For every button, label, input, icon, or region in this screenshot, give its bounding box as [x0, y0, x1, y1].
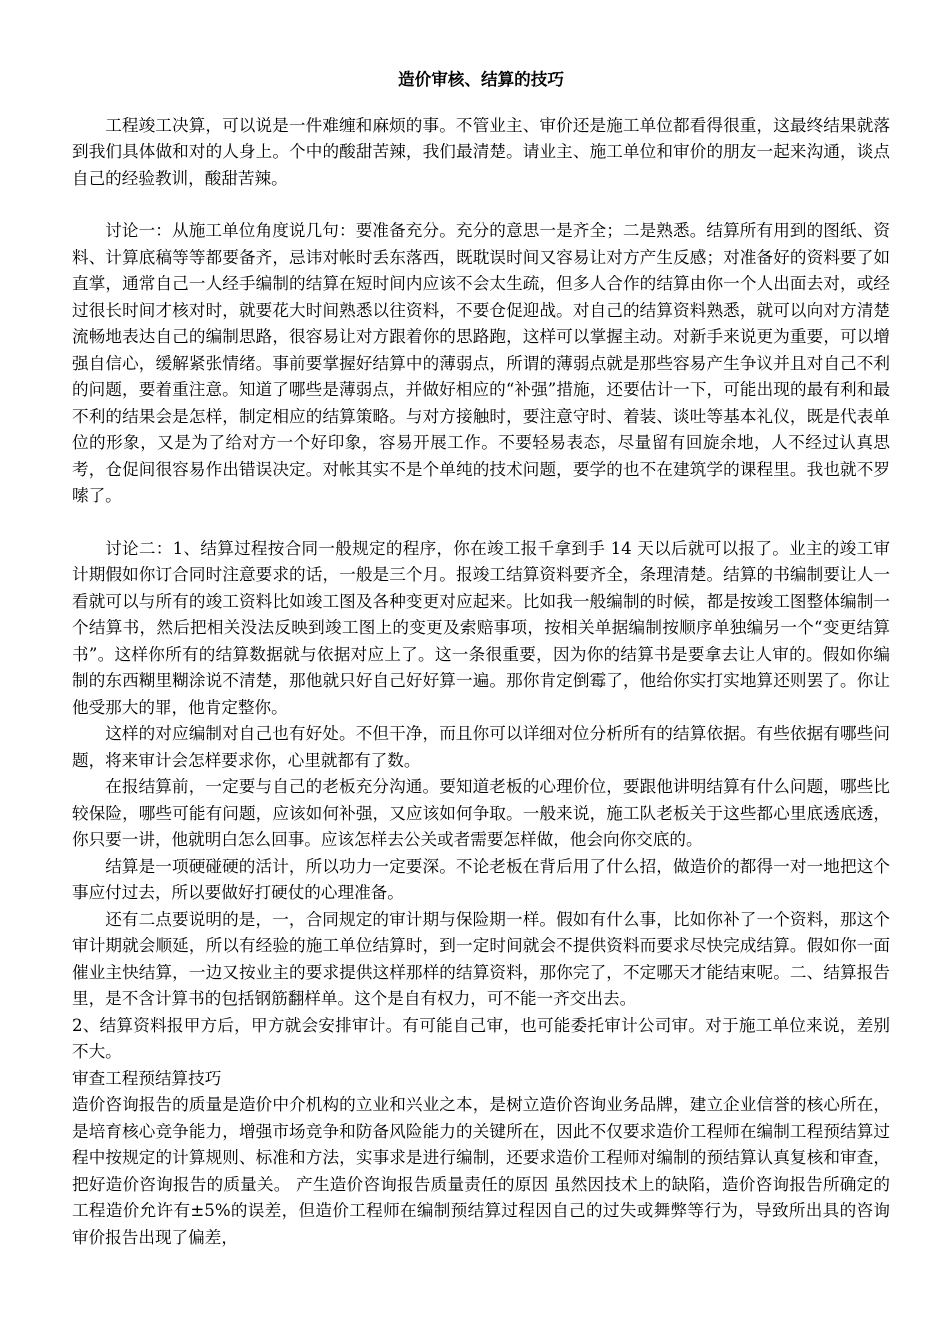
discussion-two-paragraph: 讨论二：1、结算过程按合同一般规定的程序，你在竣工报千拿到手 14 天以后就可以报了。业主的竣工审计期假如你订合同时注意要求的话，一般是三个月。报竣工结算资料要齐全，条理清楚。结算的书编制要让人一看就可以与所有的竣工资料比如竣工图及各种变更对应起来。比如我一般编制的时候，都是按竣工图整体编制一个结算书，然后把相关没法反映到竣工图上的变更及索赔事项，按相关单据编制按顺序单独编另一个“变更结算书”。这样你所有的结算数据就与依据对应上了。这一条很重要，因为你的结算书是要拿去让人审的。假如你编制的东西糊里糊涂说不清楚，那他就只好自己好好算一遍。那你肯定倒霉了，他给你实打实地算还则罢了。你让他受那大的罪，他肯定整你。: [72, 538, 890, 717]
body-paragraph: 造价咨询报告的质量是造价中介机构的立业和兴业之本，是树立造价咨询业务品牌，建立企业信誉的核心所在，是培育核心竞争能力，增强市场竞争和防备风险能力的关键所在，因此不仅要求造价工程师在编制工程预结算过程中按规定的计算规则、标准和方法，实事求是进行编制，还要求造价工程师对编制的预结算认真复核和审查，把好造价咨询报告的质量关。 产生造价咨询报告质量责任的原因 虽然因技术上的缺陷，造价咨询报告所确定的工程造价允许有±5%的误差，但造价工程师在编制预结算过程因自己的过失或舞弊等行为，导致所出具的咨询审价报告出现了偏差，: [72, 1095, 890, 1247]
discussion-one-paragraph: 讨论一：从施工单位角度说几句：要准备充分。充分的意思一是齐全；二是熟悉。结算所有用到的图纸、资料、计算底稿等等都要备齐，忌讳对帐时丢东落西，既耽误时间又容易让对方产生反感；对准备好的资料要了如直掌，通常自己一人经手编制的结算在短时间内应该不会太生疏，但多人合作的结算由你一个人出面去对，或经过很长时间才核对时，就要花大时间熟悉以往资料，不要仓促迎战。对自己的结算资料熟悉，就可以向对方清楚流畅地表达自己的编制思路，很容易让对方跟着你的思路跑，这样可以掌握主动。对新手来说更为重要，可以增强自信心，缓解紧张情绪。事前要掌握好结算中的薄弱点，所谓的薄弱点就是那些容易产生争议并且对自己不利的问题，要着重注意。知道了哪些是薄弱点，并做好相应的“补强”措施，还要估计一下，可能出现的最有利和最不利的结果会是怎样，制定相应的结算策略。与对方接触时，要注意守时、着装、谈吐等基本礼仪，既是代表单位的形象，又是为了给对方一个好印象，容易开展工作。不要轻易表态，尽量留有回旋余地，人不经过认真思考，仓促间很容易作出错误决定。对帐其实不是个单纯的技术问题，要学的也不在建筑学的课程里。我也就不罗嗦了。: [72, 221, 890, 505]
paragraph-spacer: [72, 192, 890, 218]
body-paragraph: 在报结算前，一定要与自己的老板充分沟通。要知道老板的心理价位，要跟他讲明结算有什么问题，哪些比较保险，哪些可能有问题，应该如何补强，又应该如何争取。一般来说，施工队老板关于这些都心里底透底透，你只要一讲，他就明白怎么回事。应该怎样去公关或者需要怎样做，他会向你交底的。: [72, 777, 890, 849]
body-paragraph: 还有二点要说明的是，一，合同规定的审计期与保险期一样。假如有什么事，比如你补了一个资料，那这个审计期就会顺延，所以有经验的施工单位结算时，到一定时间就会不提供资料而要求尽快完成结算。假如你一面催业主快结算，一边又按业主的要求提供这样那样的结算资料，那你完了，不定哪天才能结束呢。二、结算报告里，是不含计算书的包括钢筋翻样单。这个是自有权力，可不能一齐交出去。: [72, 909, 890, 1008]
body-paragraph: 这样的对应编制对自己也有好处。不但干净，而且你可以详细对位分析所有的结算依据。有些依据有哪些问题，将来审计会怎样要求你，心里就都有了数。: [72, 724, 890, 770]
intro-paragraph: 工程竣工决算，可以说是一件难缠和麻烦的事。不管业主、审价还是施工单位都看得很重，这最终结果就落到我们具体做和对的人身上。个中的酸甜苦辣，我们最清楚。请业主、施工单位和审价的朋友一起来沟通，谈点自己的经验教训，酸甜苦辣。: [72, 115, 890, 188]
body-paragraph: 2、结算资料报甲方后，甲方就会安排审计。有可能自己审，也可能委托审计公司审。对于施工单位来说，差别不大。: [72, 1015, 890, 1061]
body-paragraph: 结算是一项硬碰硬的活计，所以功力一定要深。不论老板在背后用了什么招，做造价的都得一对一地把这个事应付过去，所以要做好打硬仗的心理准备。: [72, 856, 890, 902]
section-heading: 审查工程预结算技巧: [72, 1068, 222, 1088]
document-page: [72, 66, 890, 1251]
paragraph-spacer: [72, 510, 890, 536]
document-title: 造价审核、结算的技巧: [398, 69, 564, 89]
